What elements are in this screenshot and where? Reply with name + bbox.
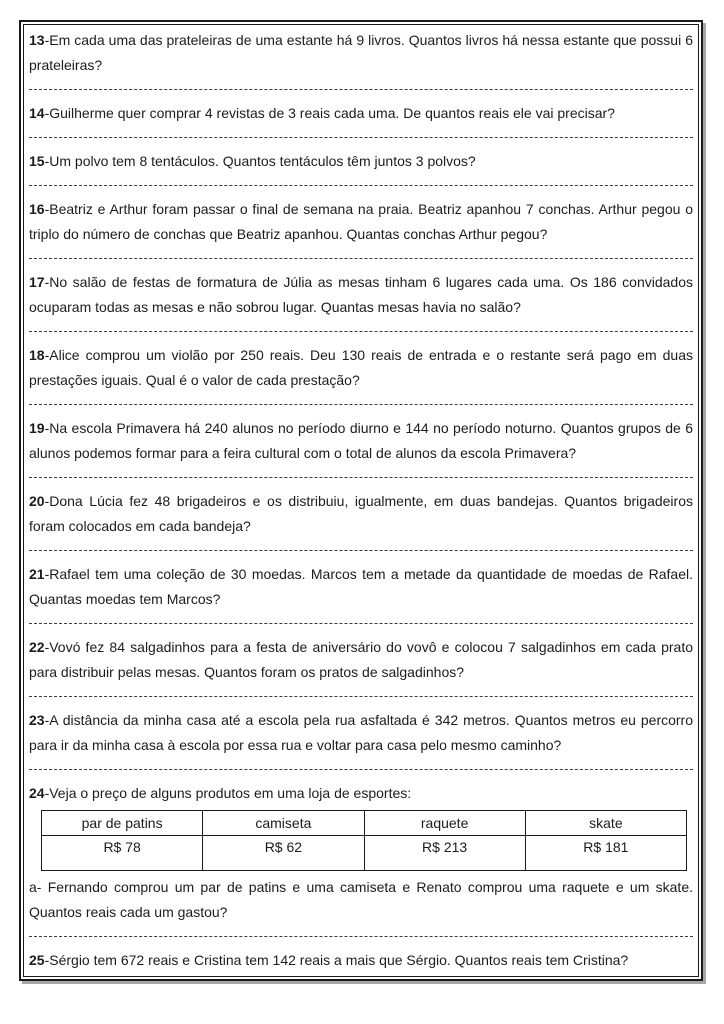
question-20-number: 20	[29, 493, 45, 509]
question-25-text: -Sérgio tem 672 reais e Cristina tem 142 reais a mais que Sérgio. Quantos reais tem Cristina?	[44, 952, 629, 968]
dashed-separator	[29, 331, 693, 332]
dashed-separator	[29, 550, 693, 551]
dashed-separator	[29, 137, 693, 138]
dashed-separator	[29, 89, 693, 90]
price-value-cell: R$ 62	[203, 836, 364, 871]
dashed-separator	[29, 936, 693, 937]
question-24a	[29, 875, 693, 925]
question-14-text: -Guilherme quer comprar 4 revistas de 3 reais cada uma. De quantos reais ele vai precisar?	[44, 105, 615, 121]
question-23-text: -A distância da minha casa até a escola pela rua asfaltada é 342 metros. Quantos metros eu percorro para ir da minha casa à escola por essa rua e voltar para casa pelo mesmo caminho?	[29, 712, 693, 753]
question-25-number: 25	[29, 952, 45, 968]
dashed-separator	[29, 258, 693, 259]
question-14	[29, 101, 693, 126]
question-22-text: -Vovó fez 84 salgadinhos para a festa de aniversário do vovô e colocou 7 salgadinhos em cada prato para distribuir pelas mesas. Quantos foram os pratos de salgadinhos?	[29, 639, 693, 680]
question-21-text: -Rafael tem uma coleção de 30 moedas. Marcos tem a metade da quantidade de moedas de Rafael. Quantas moedas tem Marcos?	[29, 566, 693, 607]
question-21-number: 21	[29, 566, 45, 582]
dashed-separator	[29, 696, 693, 697]
question-24	[29, 781, 693, 806]
question-17-number: 17	[29, 274, 45, 290]
dashed-separator	[29, 185, 693, 186]
question-20-text: -Dona Lúcia fez 48 brigadeiros e os distribuiu, igualmente, em duas bandejas. Quantos brigadeiros foram colocados em cada bandeja?	[29, 493, 693, 534]
question-16-number: 16	[29, 201, 45, 217]
question-25	[29, 948, 693, 973]
question-23-number: 23	[29, 712, 45, 728]
dashed-separator	[29, 404, 693, 405]
question-18-text: -Alice comprou um violão por 250 reais. Deu 130 reais de entrada e o restante será pago em duas prestações iguais. Qual é o valor de cada prestação?	[29, 347, 693, 388]
question-14-number: 14	[29, 105, 45, 121]
price-table	[41, 810, 687, 871]
price-header-cell: par de patins	[42, 811, 203, 836]
price-header-cell: raquete	[364, 811, 525, 836]
question-18-number: 18	[29, 347, 45, 363]
question-15-number: 15	[29, 153, 45, 169]
question-15	[29, 149, 693, 174]
price-header-cell: camiseta	[203, 811, 364, 836]
question-18	[29, 343, 693, 393]
question-17-text: -No salão de festas de formatura de Júlia as mesas tinham 6 lugares cada uma. Os 186 convidados ocuparam todas as mesas e não sobrou lugar. Quantas mesas havia no salão?	[29, 274, 693, 315]
question-21	[29, 562, 693, 612]
question-22	[29, 635, 693, 685]
dashed-separator	[29, 623, 693, 624]
question-22-number: 22	[29, 639, 45, 655]
question-19	[29, 416, 693, 466]
price-table-value-row	[42, 836, 687, 871]
price-table-header-row	[42, 811, 687, 836]
question-13-number: 13	[29, 32, 45, 48]
question-13	[29, 28, 693, 78]
question-13-text: -Em cada uma das prateleiras de uma estante há 9 livros. Quantos livros há nessa estante que possui 6 prateleiras?	[29, 32, 693, 73]
price-value-cell: R$ 78	[42, 836, 203, 871]
question-15-text: -Um polvo tem 8 tentáculos. Quantos tentáculos têm juntos 3 polvos?	[44, 153, 476, 169]
worksheet-inner-border	[23, 24, 699, 977]
question-16	[29, 197, 693, 247]
dashed-separator	[29, 769, 693, 770]
price-header-cell: skate	[525, 811, 686, 836]
question-24-number: 24	[29, 785, 45, 801]
question-24a-text: a- Fernando comprou um par de patins e uma camiseta e Renato comprou uma raquete e um skate. Quantos reais cada um gastou?	[29, 879, 693, 920]
dashed-separator	[29, 477, 693, 478]
question-19-text: -Na escola Primavera há 240 alunos no período diurno e 144 no período noturno. Quantos grupos de 6 alunos podemos formar para a feira cultural com o total de alunos da escola Primavera?	[29, 420, 693, 461]
question-24-text: -Veja o preço de alguns produtos em uma loja de esportes:	[44, 785, 412, 801]
worksheet-outer-border	[19, 20, 703, 981]
question-19-number: 19	[29, 420, 45, 436]
price-value-cell: R$ 213	[364, 836, 525, 871]
question-23	[29, 708, 693, 758]
question-17	[29, 270, 693, 320]
question-16-text: -Beatriz e Arthur foram passar o final de semana na praia. Beatriz apanhou 7 conchas. Arthur pegou o triplo do número de conchas que Beatriz apanhou. Quantas conchas Arthur pegou?	[29, 201, 693, 242]
price-value-cell: R$ 181	[525, 836, 686, 871]
question-20	[29, 489, 693, 539]
